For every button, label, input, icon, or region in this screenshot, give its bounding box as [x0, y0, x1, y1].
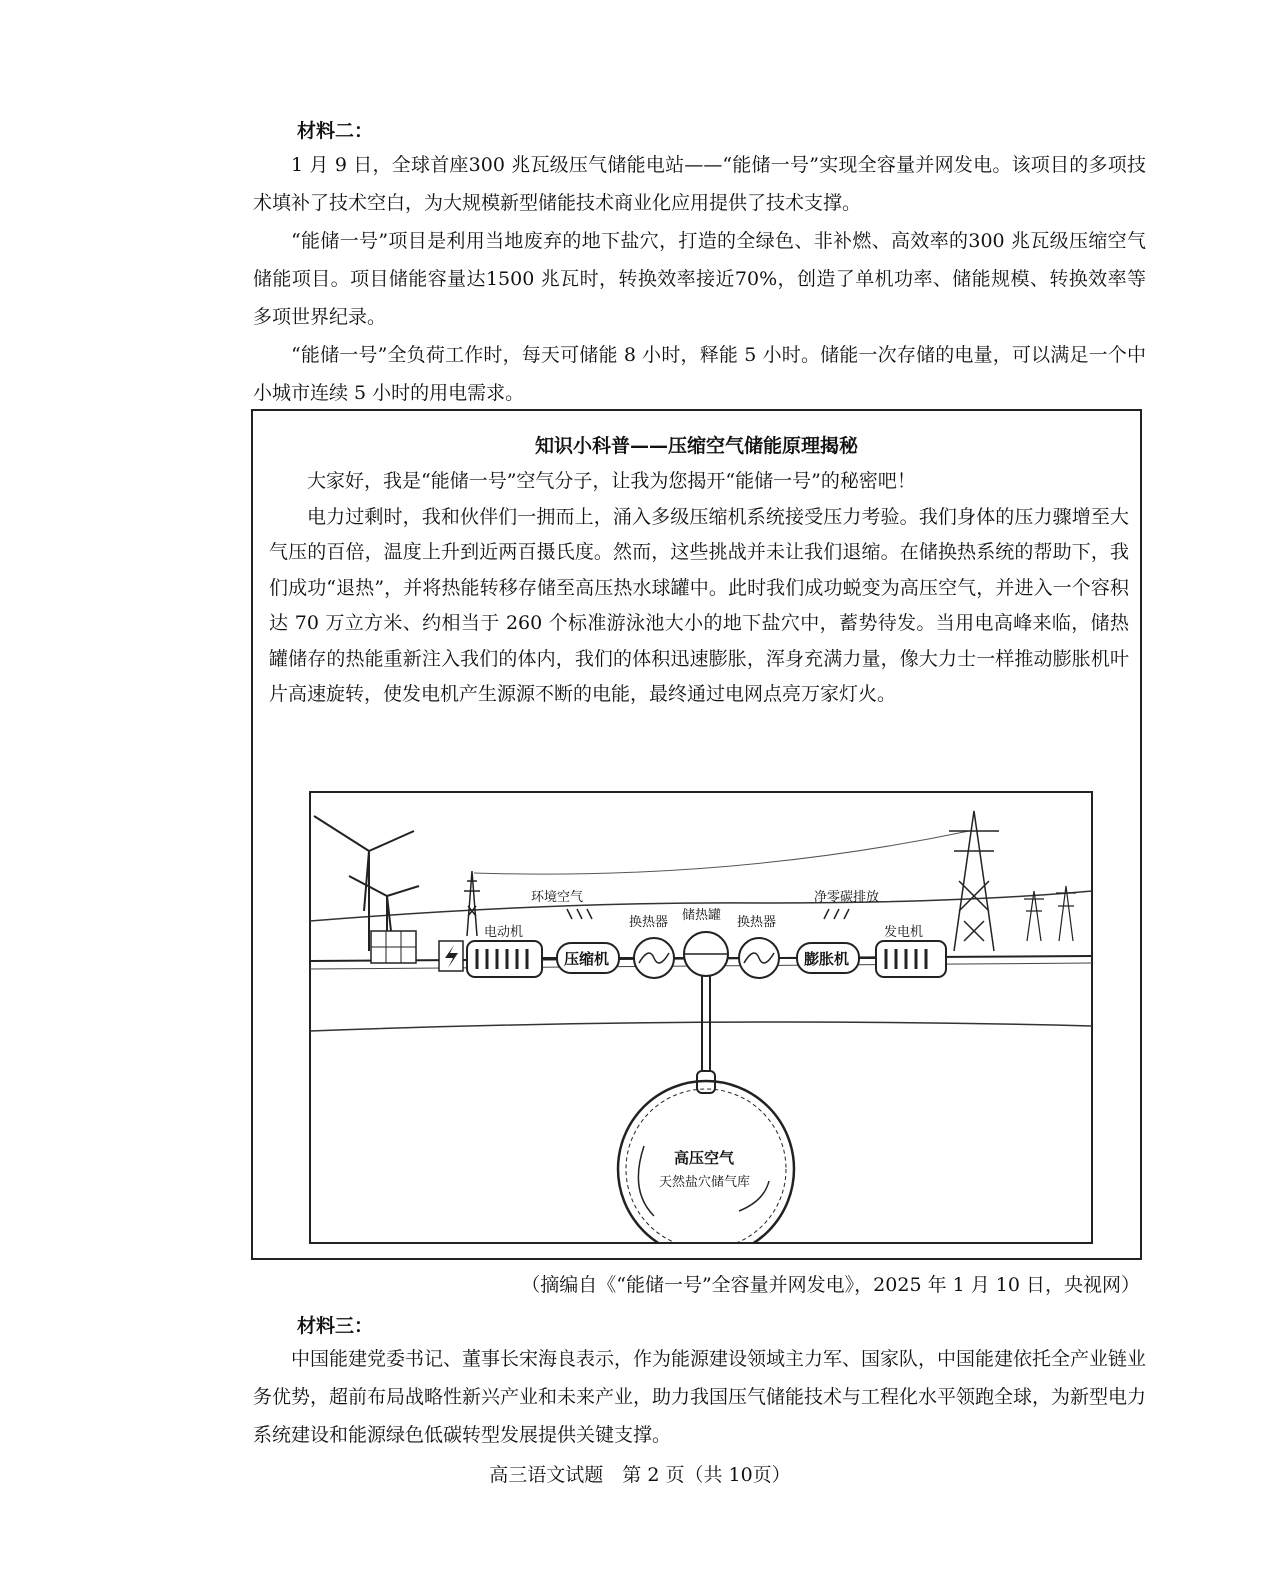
material2-body	[253, 146, 1146, 412]
material2-paragraph: “能储一号”全负荷工作时，每天可储能 8 小时，释能 5 小时。储能一次存储的电量，可以满足一个中小城市连续 5 小时的用电需求。	[253, 344, 1146, 404]
compressor-label: 压缩机	[564, 950, 610, 968]
motor-label: 电动机	[484, 925, 524, 940]
generator	[876, 941, 946, 977]
material2-paragraph: “能储一号”项目是利用当地废弃的地下盐穴，打造的全绿色、非补燃、高效率的300 兆瓦级压缩空气储能项目。项目储能容量达1500 兆瓦时，转换效率接近70%，创造了单机功率、储能规模、转换效率等多项世界纪录。	[253, 230, 1146, 328]
page-footer: 高三语文试题 第 2 页（共 10页）	[489, 1464, 791, 1486]
compressed-air-storage-diagram	[309, 791, 1093, 1244]
material3-paragraph: 中国能建党委书记、董事长宋海良表示，作为能源建设领域主力军、国家队，中国能建依托全产业链业务优势，超前布局战略性新兴产业和未来产业，助力我国压气储能技术与工程化水平领跑全球，为新型电力系统建设和能源绿色低碳转型发展提供关键支撑。	[253, 1348, 1147, 1446]
salt-cavern-label: 天然盐穴储气库	[659, 1175, 751, 1190]
material3-body	[253, 1340, 1146, 1454]
material2-heading: 材料二：	[297, 120, 374, 142]
zero-carbon-label: 净零碳排放	[814, 890, 880, 905]
heat-exchanger-1	[634, 938, 674, 978]
motor	[467, 941, 542, 977]
heat-exchanger-2	[739, 938, 779, 978]
science-box-body	[269, 464, 1129, 713]
source-citation: （摘编自《“能储一号”全容量并网发电》，2025 年 1 月 10 日，央视网）	[521, 1274, 1140, 1296]
heat-tank-label: 储热罐	[682, 908, 722, 923]
science-box-paragraph: 大家好，我是“能储一号”空气分子，让我为您揭开“能储一号”的秘密吧！	[307, 470, 916, 492]
expander-label: 膨胀机	[804, 950, 850, 968]
power-tower-icon	[464, 871, 480, 936]
heat-exchanger-1-label: 换热器	[629, 915, 669, 930]
science-box	[251, 409, 1142, 1260]
lightning-icon	[439, 941, 463, 971]
heat-storage-tank	[684, 932, 728, 976]
solar-panel-icon	[371, 931, 416, 963]
generator-label: 发电机	[884, 925, 924, 940]
material3-heading: 材料三：	[297, 1315, 374, 1337]
power-tower-icon	[949, 811, 999, 951]
material2-paragraph: 1 月 9 日，全球首座300 兆瓦级压气储能电站——“能储一号”实现全容量并网发电。该项目的多项技术填补了技术空白，为大规模新型储能技术商业化应用提供了技术支撑。	[253, 154, 1146, 214]
env-air-label: 环境空气	[531, 890, 584, 905]
high-pressure-air-label: 高压空气	[674, 1149, 735, 1167]
science-box-paragraph: 电力过剩时，我和伙伴们一拥而上，涌入多级压缩机系统接受压力考验。我们身体的压力骤增至大气压的百倍，温度上升到近两百摄氏度。然而，这些挑战并未让我们退缩。在储换热系统的帮助下，我们成功“退热”，并将热能转移存储至高压热水球罐中。此时我们成功蜕变为高压空气，并进入一个容积达 70 万立方米、约相当于 260 个标准游泳池大小的地下盐穴中，蓄势待发。当用电高峰来临，储热罐储存的热能重新注入我们的体内，我们的体积迅速膨胀，浑身充满力量，像大力士一样推动膨胀机叶片高速旋转，使发电机产生源源不断的电能，最终通过电网点亮万家灯火。	[269, 505, 1129, 705]
science-box-title: 知识小科普——压缩空气储能原理揭秘	[534, 435, 858, 457]
heat-exchanger-2-label: 换热器	[737, 915, 777, 930]
